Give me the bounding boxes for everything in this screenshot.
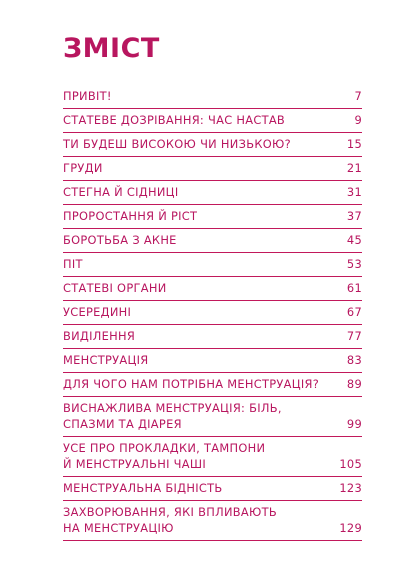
toc-entry-title: ТИ БУДЕШ ВИСОКОЮ ЧИ НИЗЬКОЮ? (63, 137, 291, 151)
toc-entry-page-number: 37 (346, 209, 362, 223)
toc-entry-page-number: 123 (339, 481, 362, 495)
toc-entry (63, 301, 362, 325)
toc-entry (63, 229, 362, 253)
toc-entry (63, 373, 362, 397)
toc-entry (63, 349, 362, 373)
toc-entry-page-number: 45 (346, 233, 362, 247)
toc-entry (63, 397, 362, 437)
toc-entry-title: МЕНСТРУАЛЬНА БІДНІСТЬ (63, 481, 223, 495)
toc-entry-title: УСЕ ПРО ПРОКЛАДКИ, ТАМПОНИ Й МЕНСТРУАЛЬНІ ЧАШІ (63, 441, 266, 471)
toc-entry-title: ВИСНАЖЛИВА МЕНСТРУАЦІЯ: БІЛЬ, СПАЗМИ ТА ДІАРЕЯ (63, 401, 282, 431)
toc-entry-title: СТАТЕВІ ОРГАНИ (63, 281, 167, 295)
toc-entry-title: ПРИВІТ! (63, 89, 112, 103)
toc-entry (63, 325, 362, 349)
toc-entry-page-number: 53 (346, 257, 362, 271)
page-title: ЗМІСТ (63, 33, 160, 64)
toc-entry-title: СТЕГНА Й СІДНИЦІ (63, 185, 179, 199)
toc-entry-title: ВИДІЛЕННЯ (63, 329, 136, 343)
toc-entry-page-number: 15 (346, 137, 362, 151)
toc-entry-page-number: 9 (354, 113, 362, 127)
toc-entry-page-number: 83 (346, 353, 362, 367)
toc-entry (63, 477, 362, 501)
toc-entry-title: ЗАХВОРЮВАННЯ, ЯКІ ВПЛИВАЮТЬ НА МЕНСТРУАЦІЮ (63, 505, 277, 535)
toc-entry (63, 205, 362, 229)
toc-entry (63, 501, 362, 541)
toc-entry-title: ПІТ (63, 257, 83, 271)
table-of-contents (63, 85, 362, 541)
toc-entry-title: ГРУДИ (63, 161, 103, 175)
toc-entry (63, 437, 362, 477)
toc-entry-page-number: 99 (346, 417, 362, 431)
toc-entry-page-number: 7 (354, 89, 362, 103)
toc-entry-page-number: 21 (346, 161, 362, 175)
toc-entry-page-number: 77 (346, 329, 362, 343)
toc-entry-page-number: 31 (346, 185, 362, 199)
toc-entry-title: УСЕРЕДИНІ (63, 305, 132, 319)
toc-entry (63, 157, 362, 181)
toc-entry (63, 277, 362, 301)
toc-entry-page-number: 67 (346, 305, 362, 319)
toc-entry-title: ДЛЯ ЧОГО НАМ ПОТРІБНА МЕНСТРУАЦІЯ? (63, 377, 320, 391)
toc-entry-title: БОРОТЬБА З АКНЕ (63, 233, 177, 247)
toc-entry-page-number: 129 (339, 521, 362, 535)
toc-entry (63, 133, 362, 157)
toc-entry-title: МЕНСТРУАЦІЯ (63, 353, 149, 367)
toc-entry-page-number: 105 (339, 457, 362, 471)
toc-entry-title: СТАТЕВЕ ДОЗРІВАННЯ: ЧАС НАСТАВ (63, 113, 286, 127)
toc-entry-page-number: 89 (346, 377, 362, 391)
toc-entry (63, 181, 362, 205)
toc-entry-page-number: 61 (346, 281, 362, 295)
toc-entry (63, 109, 362, 133)
toc-entry (63, 253, 362, 277)
toc-entry (63, 85, 362, 109)
toc-entry-title: ПРОРОСТАННЯ Й РІСТ (63, 209, 198, 223)
